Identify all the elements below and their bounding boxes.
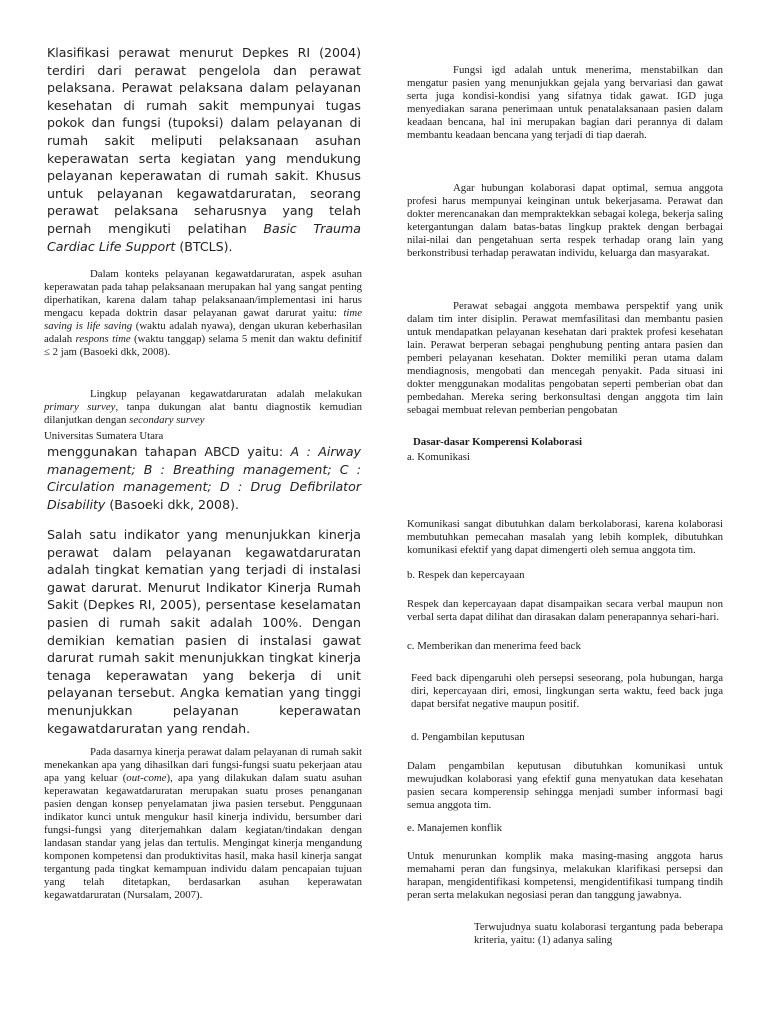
- text-run: menggunakan tahapan ABCD yaitu:: [47, 444, 291, 459]
- list-text-e: Untuk menurunkan komplik maka masing-masing anggota harus memahami peran dan fungsinya, melakukan klarifikasi persepsi dan harapan, mengidentifikasi kompetensi, mengidentifikasi tumpang tindih peran serta melakukan negosiasi peran dan tanggung jawabnya.: [407, 850, 723, 901]
- text-run: (waktu tanggap) selama 5 menit dan waktu definitif ≤ 2 jam (Basoeki dkk, 2008).: [44, 333, 362, 358]
- italic-term: secondary survey: [129, 414, 205, 426]
- text-run: Dalam konteks pelayanan kegawatdaruratan, aspek asuhan keperawatan pada tahap pelaksanaan merupakan hal yang sangat penting diperhatikan, karena dalam tahap pelaksanaan/implementasi ini harus mengacu kepada doktrin dasar pelayanan gawat darurat yaitu:: [44, 268, 362, 319]
- text-run: Lingkup pelayanan kegawatdaruratan adalah melakukan: [90, 388, 362, 400]
- italic-term: respons time: [75, 333, 131, 345]
- italic-term: primary survey: [44, 401, 116, 413]
- list-text-a: Komunikasi sangat dibutuhkan dalam berkolaborasi, karena kolaborasi membutuhkan pemecahan masalah yang lebih komplek, dibutuhkan komunikasi efektif yang dapat dimengerti oleh semua anggota tim.: [407, 518, 723, 556]
- italic-term: out-come: [126, 772, 167, 784]
- text-run: (BTCLS).: [175, 238, 233, 254]
- left-paragraph-4: [47, 443, 361, 513]
- list-label-c: c. Memberikan dan menerima feed back: [407, 640, 581, 652]
- text-run: ), apa yang dilakukan dalam suatu asuhan keperawatan kegawatdaruratan merupakan suatu proses penanganan pasien dengan konsep penyelamatan jiwa pasien tersebut. Penggunaan indikator kunci untuk mengukur hasil kinerja individu, bersumber dari fungsi-fungsi yang diterjemahkan dalam kegiatan/tindakan dengan landasan standar yang jelas dan tertulis. Mengingat kinerja mengandung komponen kompetensi dan produktivitas hasil, maka hasil kinerja sangat tergantung pada tingkat kemampuan individu dalam pencapaian tujuan yang telah ditetapkan, berdasarkan asuhan keperawatan kegawatdaruratan (Nursalam, 2007).: [44, 772, 362, 901]
- list-label-e: e. Manajemen konflik: [407, 822, 503, 834]
- section-heading: Dasar-dasar Komperensi Kolaborasi: [413, 436, 582, 448]
- left-paragraph-3: [44, 388, 362, 427]
- right-paragraph-1: Fungsi igd adalah untuk menerima, menstabilkan dan mengatur pasien yang menunjukkan gejala yang bervariasi dan gawat serta juga kondisi-kondisi yang sifatnya tidak gawat. IGD juga menyediakan sarana penerimaan untuk penatalaksanaan pasien dalam keadaan bencana, hal ini merupakan bagian dari perannya di dalam membantu keadaan bencana yang terjadi di tiap daerah.: [407, 64, 723, 141]
- left-paragraph-6: [44, 746, 362, 902]
- right-paragraph-3: Perawat sebagai anggota membawa perspektif yang unik dalam tim inter disiplin. Perawat memfasilitasi dan membantu pasien untuk mendapatkan pelayanan kesehatan dari praktek profesi kesehatan lain. Perawat berperan sebagai penghubung penting antara pasien dan pemberi pelayanan kesehatan. Dokter memiliki peran utama dalam mendiagnosis, mengobati dan mencegah penyakit. Pada situasi ini dokter menggunakan modalitas pengobatan seperti pemberian obat dan pembedahan. Mereka sering berkonsultasi dengan anggota tim lain sebagai membuat relevan pemberian pengobatan: [407, 300, 723, 416]
- italic-term: Basic Trauma Cardiac Life Support: [47, 220, 362, 254]
- text-run: , tanpa dukungan alat bantu diagnostik kemudian dilanjutkan dengan: [44, 401, 362, 426]
- right-paragraph-last: Terwujudnya suatu kolaborasi tergantung pada beberapa kriteria, yaitu: (1) adanya saling: [474, 921, 723, 946]
- italic-term: A : Airway management; B : Breathing management; C : Circulation management; D : Drug Defibrilator Disability: [47, 444, 361, 512]
- text-run: Klasifikasi perawat menurut Depkes RI (2004) terdiri dari perawat pengelola dan perawat pelaksana. Perawat pelaksana dalam pelayanan kesehatan di rumah sakit mempunyai tugas pokok dan fungsi (tupoksi) dalam pelayanan di rumah sakit meliputi pelaksanaan asuhan keperawatan serta kegiatan yang mendukung pelayanan keperawatan di rumah sakit. Khusus untuk pelayanan kegawatdaruratan, seorang perawat pelaksana seharusnya yang telah pernah mengikuti pelatihan: [47, 45, 361, 236]
- text-run: (Basoeki dkk, 2008).: [105, 496, 239, 512]
- right-paragraph-2: Agar hubungan kolaborasi dapat optimal, semua anggota profesi harus mempunyai keinginan untuk bekerjasama. Perawat dan dokter merencanakan dan mempraktekkan sebagai kolega, bekerja saling ketergantungan dalam batas-batas lingkup praktek dengan berbagai nilai-nilai dan pengetahuan serta respek terhadap orang lain yang berkonstribusi terhadap perawatan individu, keluarga dan masyarakat.: [407, 182, 723, 259]
- left-paragraph-1: [47, 44, 361, 255]
- left-paragraph-5: Salah satu indikator yang menunjukkan kinerja perawat dalam pelayanan kegawatdaruratan adalah tingkat kematian yang terjadi di instalasi gawat darurat. Menurut Indikator Kinerja Rumah Sakit (Depkes RI, 2005), persentase keselamatan pasien di rumah sakit adalah 100%. Dengan demikian kematian pasien di instalasi gawat darurat rumah sakit menunjukkan tingkat kinerja tenaga keperawatan yang bekerja di unit pelayanan tersebut. Angka kematian yang tinggi menunjukkan pelayanan keperawatan kegawatdaruratan yang rendah.: [47, 527, 361, 736]
- page-footer: Universitas Sumatera Utara: [44, 430, 164, 442]
- list-label-d: d. Pengambilan keputusan: [411, 731, 525, 743]
- list-label-b: b. Respek dan kepercayaan: [407, 569, 525, 581]
- text-run: Pada dasarnya kinerja perawat dalam pelayanan di rumah sakit menekankan apa yang dihasilkan dari fungsi-fungsi suatu pekerjaan atau apa yang keluar (: [44, 746, 362, 784]
- list-label-a: a. Komunikasi: [407, 451, 470, 463]
- list-text-c: Feed back dipengaruhi oleh persepsi seseorang, pola hubungan, harga diri, kepercayaan diri, emosi, lingkungan serta waktu, feed back juga dapat bersifat negative maupun positif.: [411, 672, 723, 710]
- text-run: (waktu adalah nyawa), dengan ukuran keberhasilan adalah: [44, 320, 363, 345]
- list-text-b: Respek dan kepercayaan dapat disampaikan secara verbal maupun non verbal serta dapat dilihat dan dirasakan dalam penerapannya sehari-hari.: [407, 598, 723, 623]
- list-text-d: Dalam pengambilan keputusan dibutuhkan komunikasi untuk mewujudkan kolaborasi yang efektif guna menyatukan data kesehatan pasien secara komperensip sehingga menjadi sumber informasi bagi semua anggota tim.: [407, 760, 723, 811]
- italic-term: time saving is life saving: [44, 307, 362, 332]
- left-paragraph-2: [44, 268, 362, 359]
